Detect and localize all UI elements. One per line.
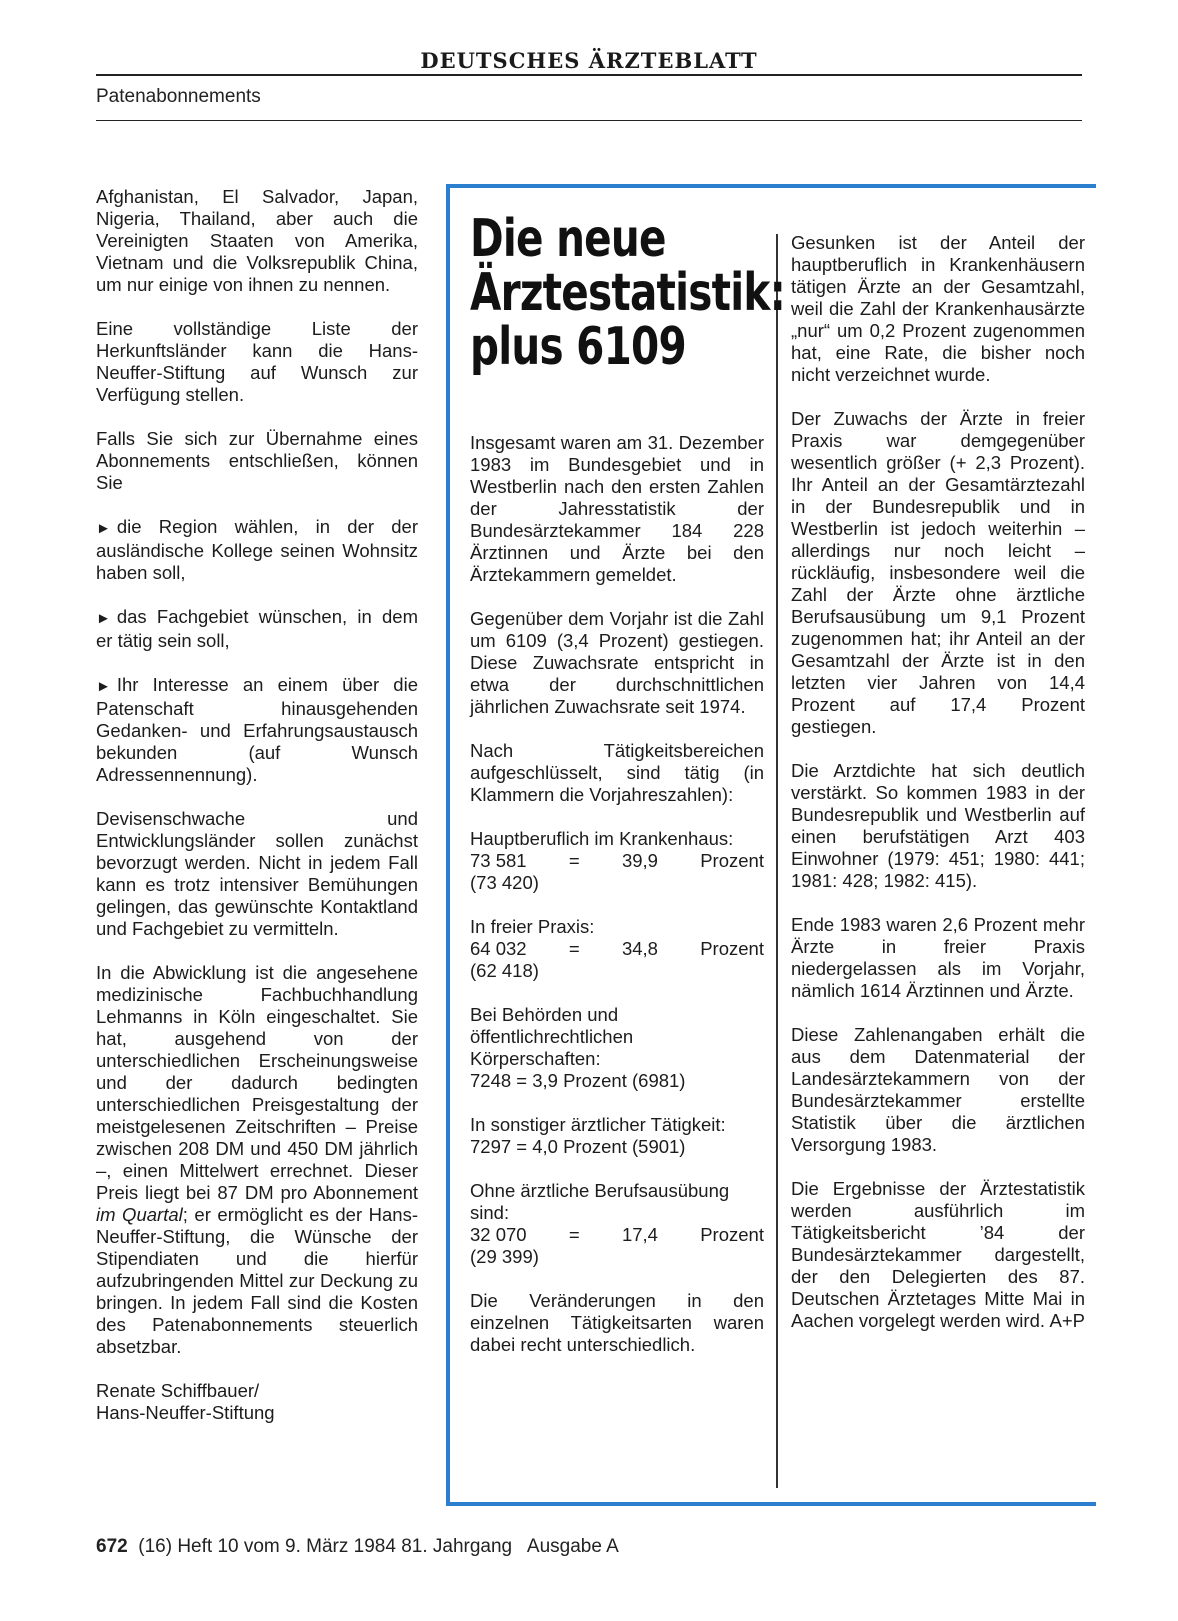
masthead bbox=[96, 44, 1082, 76]
headline-line: Die neue bbox=[470, 209, 666, 269]
author-signature bbox=[96, 1380, 418, 1424]
stat-unit: Prozent bbox=[700, 938, 764, 959]
stat-count: 32 070 bbox=[470, 1224, 527, 1245]
stat-label: In sonstiger ärztlicher Tätigkeit: bbox=[470, 1114, 726, 1135]
paragraph: Der Zuwachs der Ärzte in freier Praxis war demgegenüber wesentlich größer (+ 2,3 Prozent). Ihr Anteil an der Gesamtärztezahl in der Bundesrepublik und in Westberlin ist jedoch weiterhin – allerdings nur noch leicht – rückläufig, insbesondere weil die Zahl der Ärzte ohne ärztliche Berufsausübung um 9,1 Prozent zugenommen hat; ihr Anteil an der Gesamtzahl der Ärzte ist in den letzten vier Jahren von 14,4 Prozent auf 17,4 Prozent gestiegen. bbox=[791, 408, 1085, 737]
paragraph: Falls Sie sich zur Übernahme eines Abonnements entschließen, können Sie bbox=[96, 428, 418, 493]
paragraph: Gegenüber dem Vorjahr ist die Zahl um 6109 (3,4 Prozent) gestiegen. Diese Zuwachsrate entspricht in etwa der durchschnittlichen jährlichen Zuwachsrate seit 1974. bbox=[470, 608, 764, 717]
headline-line: plus 6109 bbox=[470, 317, 686, 377]
section-label: Patenabonnements bbox=[96, 86, 261, 107]
stat-label: Ohne ärztliche Berufsausübung sind: bbox=[470, 1180, 730, 1223]
stat-values bbox=[470, 850, 764, 872]
stat-percent: 34,8 bbox=[621, 938, 658, 959]
stat-unit: Prozent bbox=[700, 850, 764, 871]
paragraph: Die Veränderungen in den einzelnen Tätigkeitsarten waren dabei recht unterschiedlich. bbox=[470, 1290, 764, 1355]
section-divider bbox=[96, 120, 1082, 121]
triangle-bullet-icon: ► bbox=[96, 520, 111, 537]
stat-previous: (62 418) bbox=[470, 960, 539, 981]
stat-label: Hauptberuflich im Krankenhaus: bbox=[470, 828, 734, 849]
stat-count: 64 032 bbox=[470, 938, 527, 959]
bullet-text: Ihr Interesse an einem über die Patenschaft hinausgehenden Gedanken- und Erfahrungsaustausch bekunden (auf Wunsch Adressennennung). bbox=[96, 674, 418, 785]
stat-private-practice bbox=[470, 916, 764, 982]
bullet-item bbox=[96, 516, 418, 584]
paragraph: Eine vollständige Liste der Herkunftsländer kann die Hans-Neuffer-Stiftung auf Wunsch zur Verfügung stellen. bbox=[96, 318, 418, 405]
bullet-item bbox=[96, 674, 418, 786]
paragraph: Gesunken ist der Anteil der hauptberuflich in Krankenhäusern tätigen Ärzte an der Gesamtzahl, weil die Zahl der Krankenhausärzte „nur“ um 0,2 Prozent zugenommen hat, eine Rate, die bisher noch nicht verzeichnet wurde. bbox=[791, 232, 1085, 385]
stat-hospital bbox=[470, 828, 764, 894]
paragraph-text: ; er ermöglicht es der Hans-Neuffer-Stiftung, die Wünsche der Stipendiaten und die hierfür aufzubringenden Mittel zur Deckung zu bringen. In jedem Fall sind die Kosten des Patenabonnements steuerlich absetzbar. bbox=[96, 1204, 418, 1357]
page-number: 672 bbox=[96, 1536, 128, 1557]
emphasis-text: im Quartal bbox=[96, 1204, 183, 1225]
stat-count: 73 581 bbox=[470, 850, 527, 871]
stat-percent: 39,9 bbox=[621, 850, 658, 871]
paragraph: Diese Zahlenangaben erhält die aus dem Datenmaterial der Landesärztekammern von der Bundesärztekammer erstellte Statistik über die ärztlichen Versorgung 1983. bbox=[791, 1024, 1085, 1155]
stat-values: 7297 = 4,0 Prozent (5901) bbox=[470, 1136, 686, 1157]
article-headline bbox=[470, 209, 786, 377]
stat-previous: (29 399) bbox=[470, 1246, 539, 1267]
headline-line: Ärztestatistik: bbox=[470, 263, 786, 323]
stat-equals: = bbox=[568, 850, 580, 871]
paragraph: Nach Tätigkeitsbereichen aufgeschlüsselt, sind tätig (in Klammern die Vorjahreszahlen): bbox=[470, 740, 764, 805]
bullet-text: die Region wählen, in der der ausländische Kollege seinen Wohnsitz haben soll, bbox=[96, 516, 418, 583]
stat-equals: = bbox=[568, 1224, 580, 1245]
triangle-bullet-icon: ► bbox=[96, 678, 111, 695]
page-footer bbox=[96, 1536, 619, 1558]
stat-unit: Prozent bbox=[700, 1224, 764, 1245]
paragraph: Devisenschwache und Entwicklungsländer sollen zunächst bevorzugt werden. Nicht in jedem Fall kann es trotz intensiver Bemühungen gelingen, das gewünschte Kontaktland und Fachgebiet zu vermitteln. bbox=[96, 808, 418, 939]
stat-values bbox=[470, 938, 764, 960]
column-divider bbox=[776, 234, 778, 1488]
issue-info: (16) Heft 10 vom 9. März 1984 81. Jahrgang Ausgabe A bbox=[127, 1536, 619, 1557]
paragraph: Ende 1983 waren 2,6 Prozent mehr Ärzte in freier Praxis niedergelassen als im Vorjahr, nämlich 1614 Ärztinnen und Ärzte. bbox=[791, 914, 1085, 1001]
masthead-title: DEUTSCHES ÄRZTEBLATT bbox=[420, 48, 758, 73]
stat-authorities bbox=[470, 1004, 764, 1092]
box-border-left bbox=[446, 184, 450, 1506]
article-middle-column bbox=[470, 432, 764, 1356]
bullet-item bbox=[96, 606, 418, 652]
author-organization: Hans-Neuffer-Stiftung bbox=[96, 1402, 275, 1423]
paragraph-text: In die Abwicklung ist die angesehene medizinische Fachbuchhandlung Lehmanns in Köln eingeschaltet. Sie hat, ausgehend von der unterschiedlichen Erscheinungsweise und der dadurch bedingten unterschiedlichen Preisgestaltung der meistgelesenen Zeitschriften – Preise zwischen 208 DM und 450 DM jährlich –, einen Mittelwert errechnet. Dieser Preis liegt bei 87 DM pro Abonnement bbox=[96, 962, 418, 1203]
stat-values bbox=[470, 1224, 764, 1246]
paragraph-text: Die Ergebnisse der Ärztestatistik werden ausführlich im Tätigkeitsbericht ’84 der Bundesärztekammer dargestellt, der den Delegierten des 87. Deutschen Ärztetages Mitte Mai in Aachen vorgelegt werden wird. bbox=[791, 1178, 1085, 1331]
stat-label: In freier Praxis: bbox=[470, 916, 595, 937]
stat-non-practicing bbox=[470, 1180, 764, 1268]
bullet-text: das Fachgebiet wünschen, in dem er tätig sein soll, bbox=[96, 606, 418, 651]
author-initials: A+P bbox=[1049, 1310, 1085, 1331]
triangle-bullet-icon: ► bbox=[96, 610, 111, 627]
paragraph: Insgesamt waren am 31. Dezember 1983 im Bundesgebiet und in Westberlin nach den ersten Zahlen der Jahresstatistik der Bundesärztekammer 184 228 Ärztinnen und Ärzte bei den Ärztekammern gemeldet. bbox=[470, 432, 764, 585]
paragraph: Afghanistan, El Salvador, Japan, Nigeria, Thailand, aber auch die Vereinigten Staaten von Amerika, Vietnam und die Volksrepublik China, um nur einige von ihnen zu nennen. bbox=[96, 186, 418, 295]
paragraph: Die Arztdichte hat sich deutlich verstärkt. So kommen 1983 in der Bundesrepublik und Westberlin auf einen berufstätigen Arzt 403 Einwohner (1979: 451; 1980: 441; 1981: 428; 1982: 415). bbox=[791, 760, 1085, 891]
stat-previous: (73 420) bbox=[470, 872, 539, 893]
author-name: Renate Schiffbauer/ bbox=[96, 1380, 260, 1401]
stat-values: 7248 = 3,9 Prozent (6981) bbox=[470, 1070, 686, 1091]
left-column bbox=[96, 186, 418, 1424]
stat-percent: 17,4 bbox=[621, 1224, 658, 1245]
paragraph bbox=[96, 962, 418, 1358]
stat-label: Bei Behörden und öffentlichrechtlichen Körperschaften: bbox=[470, 1004, 634, 1069]
article-right-column bbox=[791, 232, 1085, 1332]
paragraph bbox=[791, 1178, 1085, 1332]
box-border-top bbox=[446, 184, 1096, 188]
box-border-bottom bbox=[446, 1502, 1096, 1506]
stat-equals: = bbox=[568, 938, 580, 959]
stat-other bbox=[470, 1114, 764, 1158]
